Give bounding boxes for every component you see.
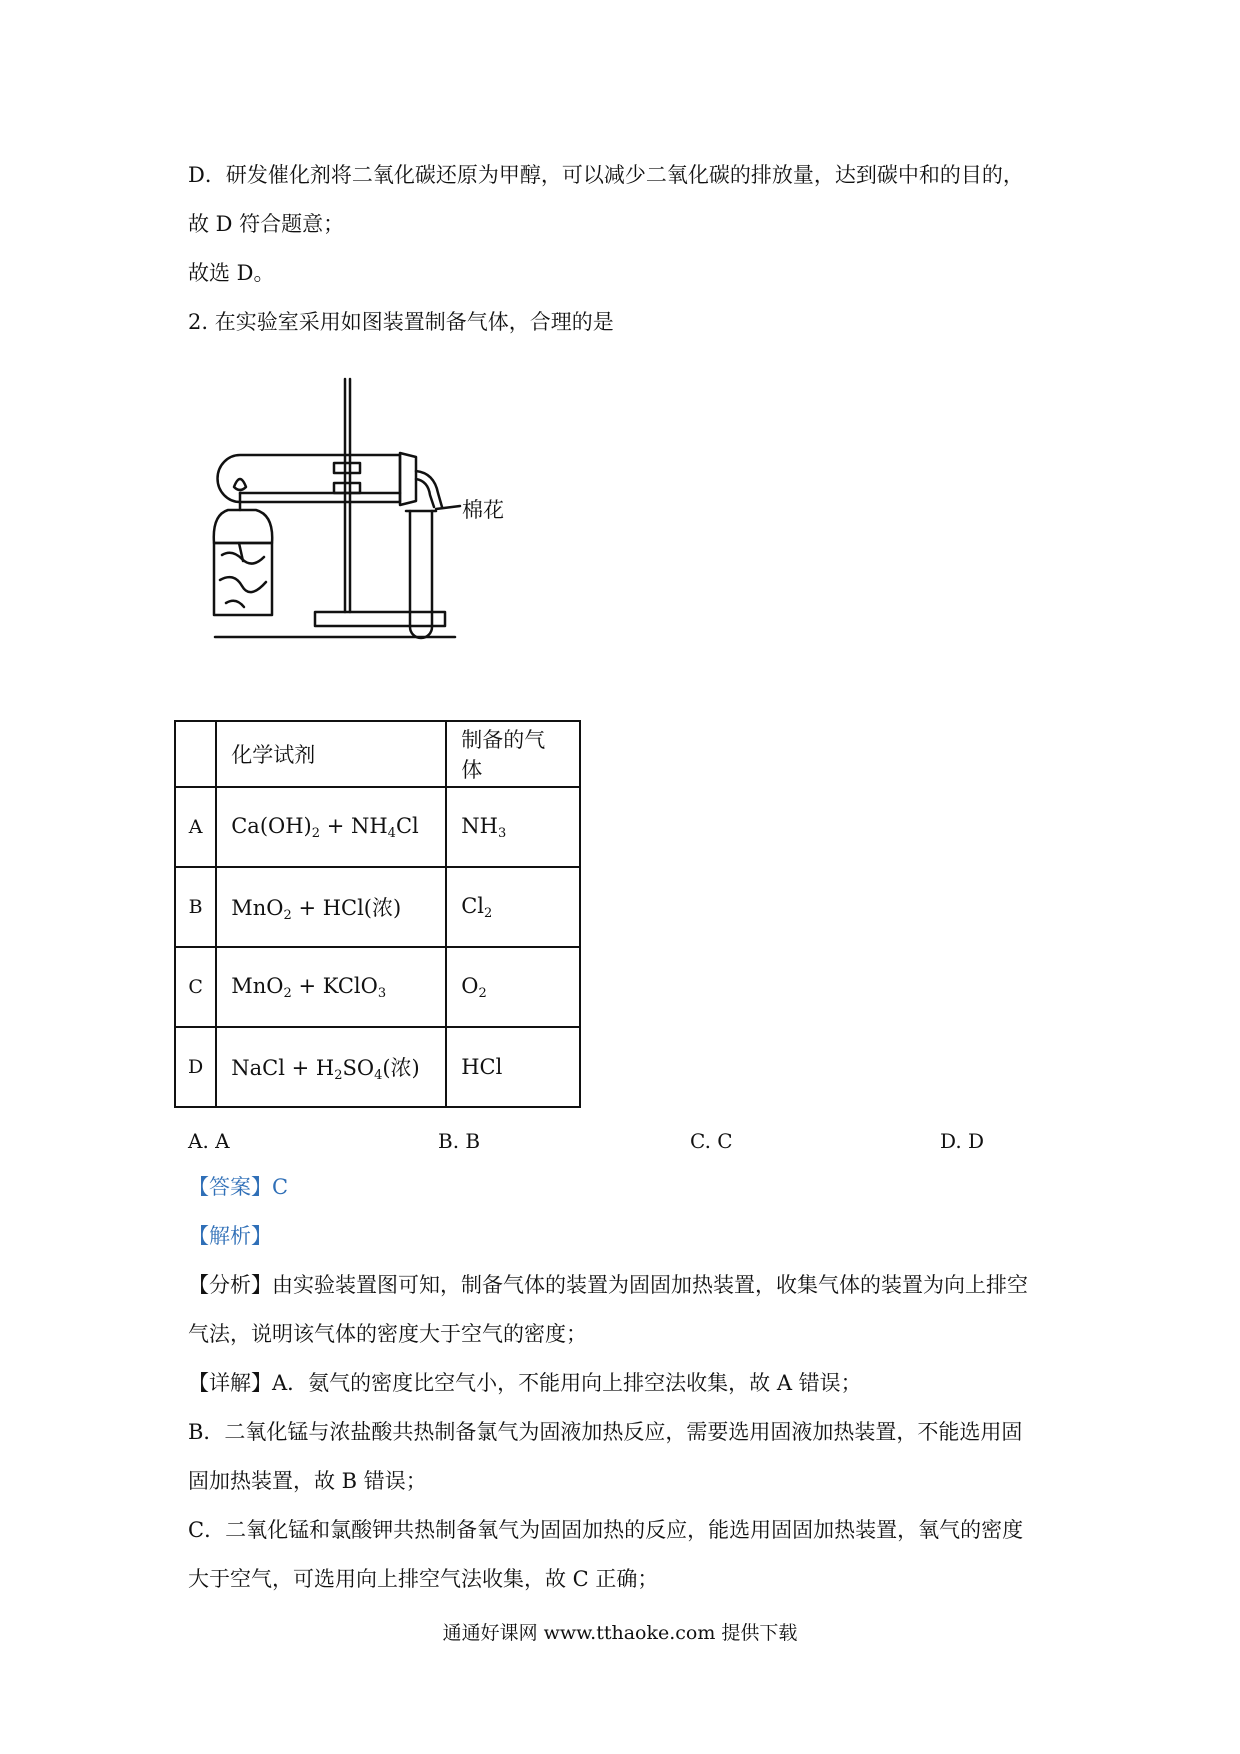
question-stem: 2. 在实验室采用如图装置制备气体，合理的是 xyxy=(188,310,614,334)
row-gas: HCl xyxy=(446,1027,580,1107)
analysis-label: 【解析】 xyxy=(188,1224,272,1248)
prev-answer-line-2: 故 D 符合题意； xyxy=(188,212,345,236)
table-header-reagent: 化学试剂 xyxy=(216,721,446,787)
option-c: C. C xyxy=(690,1129,733,1153)
option-a: A. A xyxy=(188,1129,230,1153)
table-row xyxy=(175,947,580,1027)
row-reagent: $Ca(OH)_2 + NH_4Cl$ xyxy=(216,787,446,867)
alcohol-lamp xyxy=(214,510,272,543)
page-footer: 通通好课网 www.tthaoke.com 提供下载 xyxy=(442,1622,798,1644)
cotton-label: 棉花 xyxy=(462,498,504,522)
row-gas: $Cl_2$ xyxy=(446,867,580,947)
table-row xyxy=(175,1027,580,1107)
collecting-tube xyxy=(410,511,432,638)
prev-answer-line-3: 故选 D。 xyxy=(188,261,275,285)
option-d: D. D xyxy=(940,1129,985,1153)
analysis-line: 气法，说明该气体的密度大于空气的密度； xyxy=(188,1322,587,1346)
row-gas: $NH_3$ xyxy=(446,787,580,867)
flame xyxy=(234,479,246,490)
table-row xyxy=(175,867,580,947)
clamp xyxy=(334,463,360,473)
row-label: A xyxy=(175,787,216,867)
analysis-line: 固加热装置，故 B 错误； xyxy=(188,1469,427,1493)
analysis-line: B．二氧化锰与浓盐酸共热制备氯气为固液加热反应，需要选用固液加热装置，不能选用固 xyxy=(188,1420,1023,1444)
table-header-gas: 制备的气体 xyxy=(446,721,580,787)
row-label: C xyxy=(175,947,216,1027)
prev-answer-line-1: D．研发催化剂将二氧化碳还原为甲醇，可以减少二氧化碳的排放量，达到碳中和的目的， xyxy=(188,163,1024,187)
option-b: B. B xyxy=(438,1129,481,1153)
horizontal-test-tube xyxy=(218,455,400,502)
row-reagent: MnO$_2$ + KClO$_3$ xyxy=(216,947,446,1027)
row-gas: $O_2$ xyxy=(446,947,580,1027)
table-row xyxy=(175,787,580,867)
analysis-line: 大于空气，可选用向上排空气法收集，故 C 正确； xyxy=(188,1567,659,1591)
row-reagent: MnO$_2$ + HCl(浓) xyxy=(216,867,446,947)
stand-base xyxy=(315,612,445,626)
stopper xyxy=(400,453,416,505)
analysis-line: C．二氧化锰和氯酸钾共热制备氧气为固固加热的反应，能选用固固加热装置，氧气的密度 xyxy=(188,1518,1024,1542)
answer-label: 【答案】C xyxy=(188,1175,289,1199)
table-header-empty xyxy=(175,721,216,787)
analysis-line: 【分析】由实验装置图可知，制备气体的装置为固固加热装置，收集气体的装置为向上排空 xyxy=(188,1273,1028,1297)
analysis-line: 【详解】A．氨气的密度比空气小，不能用向上排空法收集，故 A 错误； xyxy=(188,1371,862,1395)
reagent-table xyxy=(174,720,581,1108)
table-header-row xyxy=(175,721,580,787)
row-reagent: NaCl + $H_2SO_4$(浓) xyxy=(216,1027,446,1107)
row-label: B xyxy=(175,867,216,947)
row-label: D xyxy=(175,1027,216,1107)
